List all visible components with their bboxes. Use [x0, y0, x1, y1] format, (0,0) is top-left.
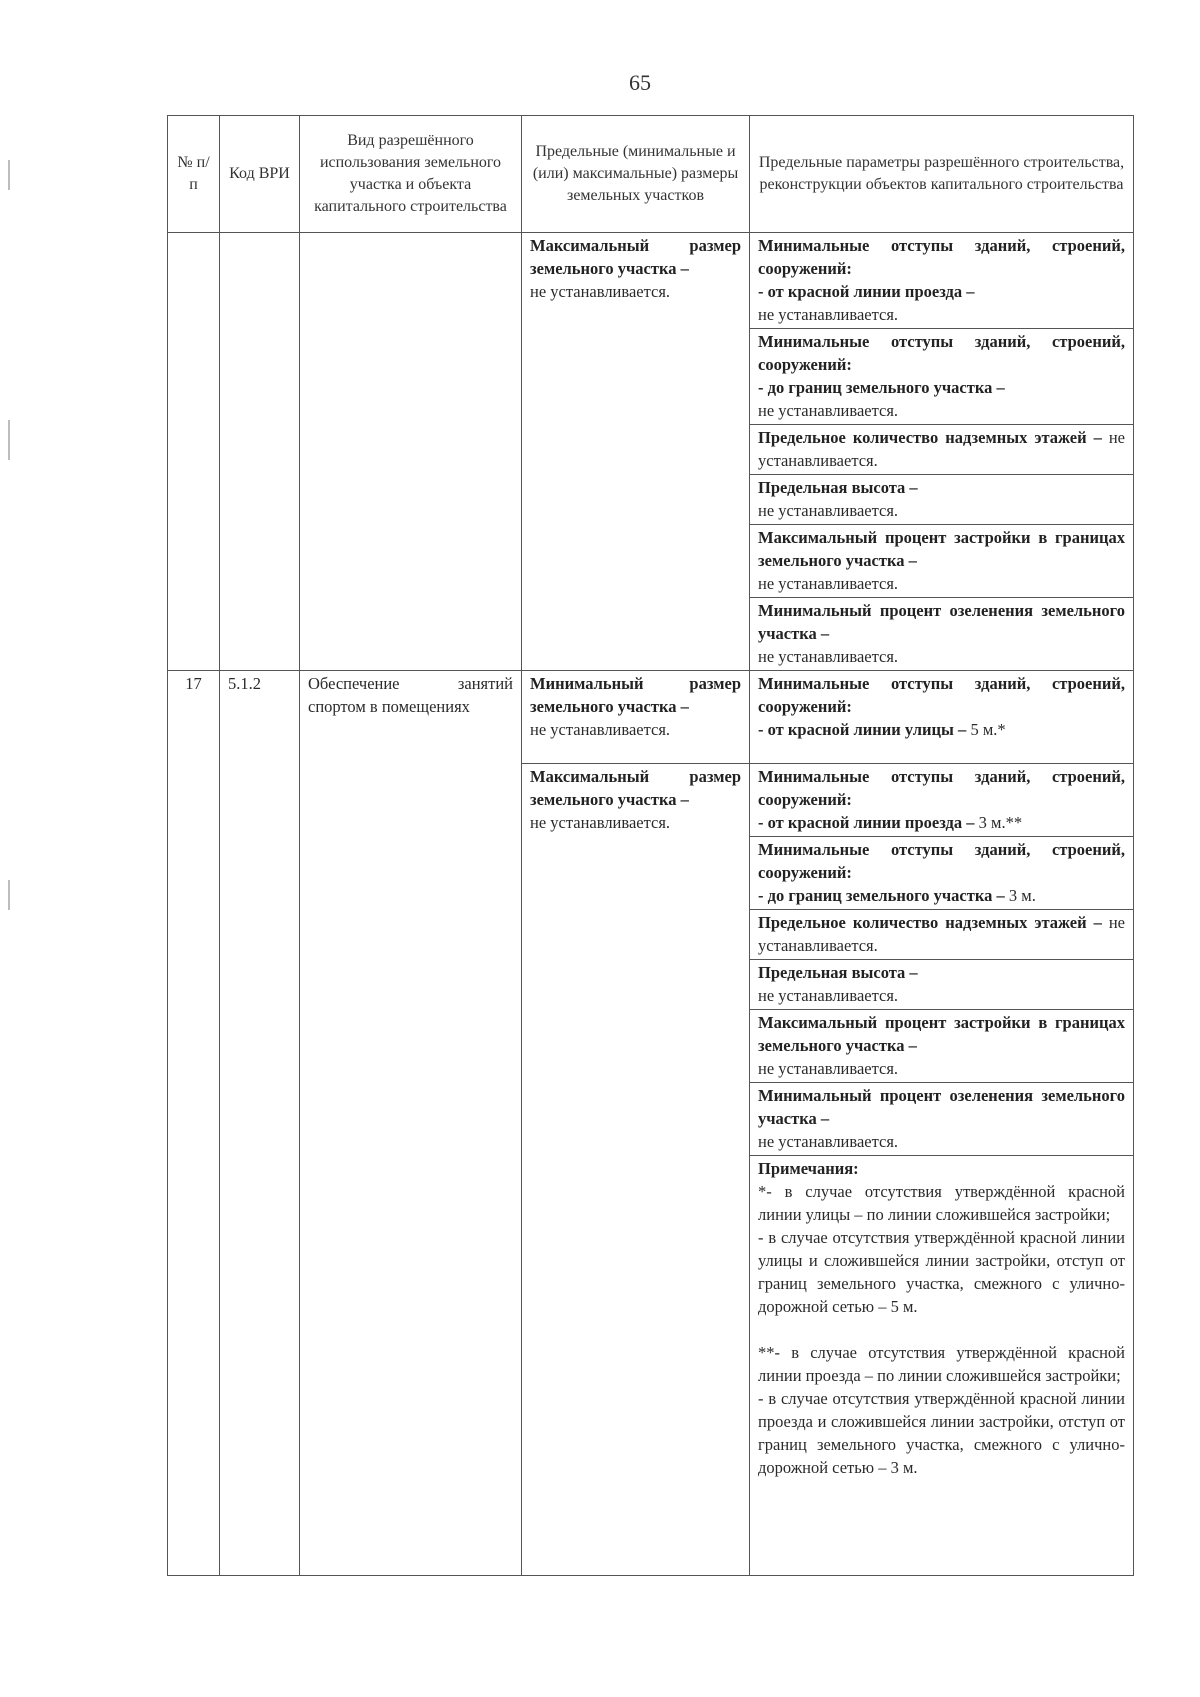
scan-edge-mark: [8, 880, 10, 910]
header-size: Предельные (минимальные и (или) максимальные) размеры земельных участков: [522, 116, 750, 233]
cont-param-cell: [750, 598, 1134, 671]
header-code: Код ВРИ: [220, 116, 300, 233]
param-sublabel: - от красной линии проезда –: [758, 282, 975, 301]
param-label: Минимальные отступы зданий, строений, сооружений:: [758, 332, 1125, 374]
header-row: [168, 116, 1134, 233]
row-17-first: [168, 671, 1134, 764]
param-label: Предельное количество надземных этажей –: [758, 913, 1102, 932]
cont-code-cell: [220, 233, 300, 671]
param-label: Минимальные отступы зданий, строений, сооружений:: [758, 674, 1125, 716]
row-17-max-size-cell: [522, 764, 750, 1576]
param-sublabel: - до границ земельного участка –: [758, 886, 1005, 905]
param-label: Минимальные отступы зданий, строений, сооружений:: [758, 236, 1125, 278]
param-value: 5 м.*: [970, 720, 1006, 739]
note-3: **- в случае отсутствия утверждённой красной линии проезда – по линии сложившейся застройки;: [758, 1343, 1125, 1385]
note-1: *- в случае отсутствия утверждённой красной линии улицы – по линии сложившейся застройки;: [758, 1182, 1125, 1224]
header-num: № п/п: [168, 116, 220, 233]
row-17-param-cell: [750, 1083, 1134, 1156]
row-17-param-cell: [750, 1010, 1134, 1083]
param-label: Предельная высота –: [758, 478, 918, 497]
scan-edge-mark: [8, 160, 10, 190]
page-number: 65: [629, 70, 651, 95]
min-size-label: Минимальный размер земельного участка –: [530, 674, 741, 716]
note-2: - в случае отсутствия утверждённой красной линии улицы и сложившейся линии застройки, отступ от границ земельного участка, смежного с улично-дорожной сетью – 5 м.: [758, 1228, 1125, 1316]
param-value: не устанавливается.: [758, 647, 899, 666]
notes-cell: [750, 1156, 1134, 1576]
regulations-table: [167, 115, 1134, 1576]
cont-param-cell: [750, 329, 1134, 425]
param-sublabel: - от красной линии улицы –: [758, 720, 967, 739]
cont-param-cell: [750, 475, 1134, 525]
row-17-min-size-cell: [522, 671, 750, 764]
param-sublabel: - до границ земельного участка –: [758, 378, 1005, 397]
param-label: Минимальный процент озеленения земельного участка –: [758, 601, 1125, 643]
scan-edge-mark: [8, 420, 10, 460]
row-17-param-cell: [750, 910, 1134, 960]
param-sublabel: - от красной линии проезда –: [758, 813, 975, 832]
param-value: не устанавливается.: [758, 574, 899, 593]
row-17-code: 5.1.2: [220, 671, 300, 1576]
row-17-param-cell: [750, 764, 1134, 837]
cont-size-cell: [522, 233, 750, 671]
min-size-value: не устанавливается.: [530, 720, 671, 739]
cont-max-size-label: Максимальный размер земельного участка –: [530, 236, 741, 278]
param-label: Максимальный процент застройки в границах земельного участка –: [758, 1013, 1125, 1055]
note-spacer: [758, 1318, 1125, 1341]
param-label: Предельное количество надземных этажей –: [758, 428, 1102, 447]
row-17-param-cell: [750, 960, 1134, 1010]
row-17-num: 17: [168, 671, 220, 1576]
continued-row: [168, 233, 1134, 329]
max-size-value: не устанавливается.: [530, 813, 671, 832]
param-value: не устанавливается.: [758, 1132, 899, 1151]
notes-title: Примечания:: [758, 1159, 859, 1178]
row-17-use: Обеспечение занятий спортом в помещениях: [300, 671, 522, 1576]
param-label: Максимальный процент застройки в границах земельного участка –: [758, 528, 1125, 570]
param-value: 3 м.: [1008, 886, 1036, 905]
param-value: не устанавливается.: [758, 1059, 899, 1078]
cont-use-cell: [300, 233, 522, 671]
param-label: Минимальный процент озеленения земельного участка –: [758, 1086, 1125, 1128]
max-size-label: Максимальный размер земельного участка –: [530, 767, 741, 809]
row-17-param-cell: [750, 837, 1134, 910]
param-value: не устанавливается.: [758, 986, 899, 1005]
param-label: Минимальные отступы зданий, строений, сооружений:: [758, 840, 1125, 882]
cont-max-size-value: не устанавливается.: [530, 282, 671, 301]
param-label: Минимальные отступы зданий, строений, сооружений:: [758, 767, 1125, 809]
param-value: не устанавливается.: [758, 913, 1125, 955]
header-params: Предельные параметры разрешённого строительства, реконструкции объектов капитального строительства: [750, 116, 1134, 233]
param-value: не устанавливается.: [758, 428, 1125, 470]
param-value: 3 м.**: [978, 813, 1023, 832]
cont-param-cell: [750, 425, 1134, 475]
row-17-param-cell: [750, 671, 1134, 764]
cont-param-cell: [750, 525, 1134, 598]
cont-param-cell: [750, 233, 1134, 329]
param-value: не устанавливается.: [758, 305, 899, 324]
header-use: Вид разрешённого использования земельного участка и объекта капитального строительства: [300, 116, 522, 233]
cont-num-cell: [168, 233, 220, 671]
param-label: Предельная высота –: [758, 963, 918, 982]
param-value: не устанавливается.: [758, 501, 899, 520]
note-4: - в случае отсутствия утверждённой красной линии проезда и сложившейся линии застройки, отступ от границ земельного участка, смежного с улично-дорожной сетью – 3 м.: [758, 1389, 1125, 1477]
param-value: не устанавливается.: [758, 401, 899, 420]
